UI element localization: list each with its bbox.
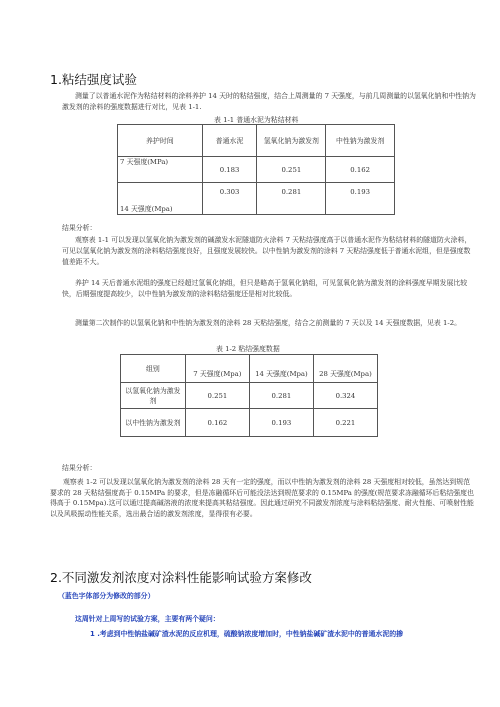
section1-heading: 1.粘结强度试验: [50, 72, 137, 87]
table-cell: 0.193: [326, 183, 395, 215]
revision-note: （蓝色字体部分为修改的部分）: [58, 592, 155, 600]
table-row: [118, 183, 395, 215]
table-row: [121, 355, 378, 369]
table-cell: 0.221: [313, 409, 377, 437]
table-header-cell: 28 天强度(Mpa): [313, 355, 377, 383]
table1-caption: 表 1-1 普通水泥为粘结材料: [214, 116, 299, 124]
table-cell: 以氢氧化钠为激发剂: [121, 383, 186, 409]
table-cell: 0.162: [326, 157, 395, 183]
table-cell: 0.183: [202, 157, 257, 183]
table-cell: 0.162: [185, 409, 249, 437]
table-row: [118, 125, 395, 157]
table-cell: 0.193: [249, 409, 313, 437]
table-header-cell: 7 天强度(Mpa): [185, 355, 249, 383]
table-header-cell: 氢氧化钠为激发剂: [257, 125, 326, 157]
table-header-cell: 普通水泥: [202, 125, 257, 157]
table-cell: 7 天强度(MPa): [118, 157, 203, 183]
section1-intro: 测量了以普通水泥作为粘结材料的涂料养护 14 天时的粘结强度，结合上周测量的 7 天强度，与前几周测量的以氢氧化钠和中性钠为激发剂的涂料的强度数据进行对比，见表 1-1.: [62, 92, 476, 111]
analysis2-label: 结果分析：: [62, 464, 97, 472]
table-cell: 以中性钠为激发剂: [121, 409, 186, 437]
table1: [117, 124, 395, 215]
table-row: [121, 409, 378, 437]
table-header-cell: 养护时间: [118, 125, 203, 157]
analysis-paragraph-2: 养护 14 天后普通水泥组的强度已经超过氢氧化钠组，但只是略高于氢氧化钠组，可见氢氧化钠为激发剂的涂料强度早期发展比较快，后期强度提高较少，以中性钠为激发剂的涂料粘结强度还是相对比较低。: [62, 279, 468, 298]
table-row: [121, 383, 378, 409]
table-header-cell: 中性钠为激发剂: [326, 125, 395, 157]
analysis2-paragraph: 观察表 1-2 可以发现以氢氧化钠为激发剂的涂料 28 天有一定的强度，而以中性钠为激发剂的涂料 28 天强度相对较低，虽然达到规范要求的 28 天粘结强度高于 0.15MPa 的要求，但是冻融循环后可能没法达到规范要求的 0.15MPa 的强度(规范要求冻融循环后粘结强度也得高于 0.15Mpa).这可以通过提高碱溶液的浓度来提高其粘结强度。因此通过研究不同激发剂浓度与涂料粘结强度、耐火性能、可喷射性能以及风吸振动性能关系，选出最合适的激发剂浓度，显得很有必要。: [50, 478, 474, 518]
section2-heading: 2.不同激发剂浓度对涂料性能影响试验方案修改: [50, 570, 312, 585]
analysis-label: 结果分析：: [62, 224, 97, 232]
table-row: [118, 157, 395, 183]
table-cell: 0.324: [313, 383, 377, 409]
analysis-paragraph-1: 观察表 1-1 可以发现以氢氧化钠为激发剂的碱激发水泥隧道防火涂料 7 天粘结强度高于以普通水泥作为粘结材料的隧道防火涂料，可见以氢氧化钠为激发剂的涂料粘结强度良好，且强度发展较快。以中性钠为激发剂的涂料 7 天粘结强度低于普通水泥组，但是强度数值差距不大。: [62, 236, 472, 266]
table-cell: 0.251: [257, 157, 326, 183]
table-cell: 0.303: [202, 183, 257, 215]
table-cell: 0.281: [249, 383, 313, 409]
table-cell: 14 天强度(Mpa): [118, 183, 203, 215]
section1-paragraph-2: 测量第二次制作的以氢氧化钠和中性钠为激发剂的涂料 28 天粘结强度，结合之前测量的 7 天以及 14 天强度数据，见表 1-2。: [75, 319, 461, 327]
question-1: 1 .考虑到中性钠盐碱矿渣水泥的反应机理，硫酸钠浓度增加时，中性钠盐碱矿渣水泥中的普通水泥的掺: [90, 630, 403, 638]
table-header-cell: 组别: [121, 355, 186, 383]
table2-caption: 表 1-2 粘结强度数据: [216, 345, 280, 353]
table-cell: 0.281: [257, 183, 326, 215]
table2: [120, 354, 378, 437]
table-cell: 0.251: [185, 383, 249, 409]
table-header-cell: 14 天强度(Mpa): [249, 355, 313, 383]
question-intro: 这周针对上周写的试验方案，主要有两个疑问：: [75, 615, 220, 623]
